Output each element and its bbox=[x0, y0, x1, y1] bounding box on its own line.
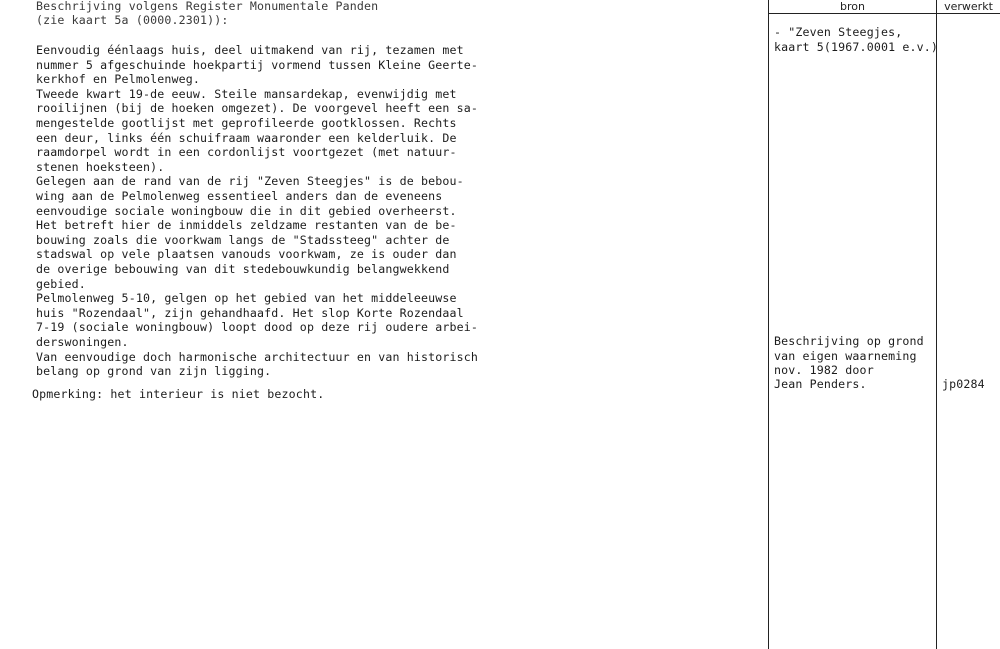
body-line: wing aan de Pelmolenweg essentieel anders dan de eveneens bbox=[36, 189, 443, 203]
header-subtitle: (zie kaart 5a (0000.2301)): bbox=[36, 13, 229, 27]
body-line: belang op grond van zijn ligging. bbox=[36, 364, 272, 379]
bron-description-line-2: van eigen waarneming bbox=[774, 349, 917, 363]
bron-reference-line-2: kaart 5(1967.0001 e.v.) bbox=[774, 40, 938, 54]
body-line: de overige bebouwing van dit stedebouwkundig belangwekkend bbox=[36, 262, 450, 276]
remark-line: Opmerking: het interieur is niet bezocht. bbox=[32, 387, 325, 401]
bron-description-line-4: Jean Penders. bbox=[774, 377, 867, 391]
body-line: eenvoudige sociale woningbouw die in dit gebied overheerst. bbox=[36, 203, 457, 218]
bron-description-line-3: nov. 1982 door bbox=[774, 363, 874, 377]
body-line: mengestelde gootlijst met geprofileerde gootklossen. Rechts bbox=[36, 116, 457, 130]
body-line: stenen hoeksteen). bbox=[36, 159, 165, 174]
column-header-verwerkt: verwerkt bbox=[944, 0, 993, 13]
body-line: Gelegen aan de rand van de rij "Zeven Steegjes" is de bebou- bbox=[36, 174, 464, 189]
body-line: stadswal op vele plaatsen vanouds voorkwam, ze is ouder dan bbox=[36, 247, 457, 262]
body-line: bouwing zoals die voorkwam langs de "Stadssteeg" achter de bbox=[36, 232, 450, 247]
body-line: 7-19 (sociale woningbouw) loopt dood op deze rij oudere arbei- bbox=[36, 320, 479, 335]
body-line: raamdorpel wordt in een cordonlijst voortgezet (met natuur- bbox=[36, 145, 457, 160]
body-line: kerkhof en Pelmolenweg. bbox=[36, 72, 200, 87]
body-line: Eenvoudig éénlaags huis, deel uitmakend van rij, tezamen met bbox=[36, 43, 464, 57]
body-line: derswoningen. bbox=[36, 335, 129, 349]
bron-reference-line-1: - "Zeven Steegjes, bbox=[774, 25, 903, 39]
bron-description-line-1: Beschrijving op grond bbox=[774, 334, 924, 348]
header-title: Beschrijving volgens Register Monumentale Panden bbox=[36, 0, 379, 13]
body-line: huis "Rozendaal", zijn gehandhaafd. Het slop Korte Rozendaal bbox=[36, 305, 464, 320]
body-line: Het betreft hier de inmiddels zeldzame restanten van de be- bbox=[36, 218, 457, 233]
body-line: een deur, links één schuifraam waaronder een kelderluik. De bbox=[36, 130, 457, 145]
body-line: Pelmolenweg 5-10, gelgen op het gebied van het middeleeuwse bbox=[36, 291, 457, 306]
body-line: gebied. bbox=[36, 276, 86, 291]
bron-column-left-border bbox=[768, 0, 769, 649]
column-header-underline bbox=[768, 13, 1000, 14]
bron-verwerkt-divider bbox=[936, 0, 937, 649]
body-line: Tweede kwart 19-de eeuw. Steile mansardekap, evenwijdig met bbox=[36, 86, 457, 101]
body-line: nummer 5 afgeschuinde hoekpartij vormend tussen Kleine Geerte- bbox=[36, 57, 479, 72]
body-line: rooilijnen (bij de hoeken omgezet). De voorgevel heeft een sa- bbox=[36, 101, 479, 116]
column-header-bron: bron bbox=[840, 0, 865, 13]
body-line: Van eenvoudige doch harmonische architectuur en van historisch bbox=[36, 349, 479, 364]
verwerkt-code: jp0284 bbox=[942, 377, 985, 391]
